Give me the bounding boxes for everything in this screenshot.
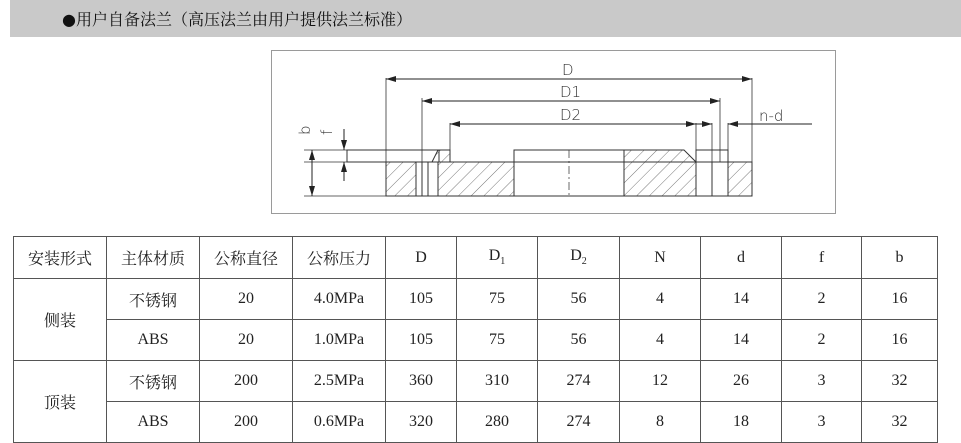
cell-D2: 274: [538, 402, 620, 443]
cell-f: 2: [782, 279, 862, 320]
cell-f: 2: [782, 320, 862, 361]
cell-b: 16: [862, 320, 938, 361]
header-D1: $D_1$: [457, 237, 538, 279]
cell-dn: 200: [200, 402, 293, 443]
cell-material: 不锈钢: [107, 279, 200, 320]
cell-D: 360: [386, 361, 457, 402]
cell-pn: 1.0MPa: [293, 320, 386, 361]
cell-N: 8: [620, 402, 701, 443]
header-N: N: [620, 237, 701, 279]
spec-table: [13, 236, 938, 443]
header-install: 安装形式: [14, 237, 107, 279]
header-D: D: [386, 237, 457, 279]
cell-pn: 0.6MPa: [293, 402, 386, 443]
table-row: [14, 361, 938, 402]
header-bar: [10, 0, 961, 37]
header-d: d: [701, 237, 782, 279]
dim-label-b: b: [296, 125, 314, 135]
page-title: ●用户自备法兰（高压法兰由用户提供法兰标准）: [62, 10, 412, 29]
cell-N: 12: [620, 361, 701, 402]
flange-section: [347, 150, 752, 196]
dim-label-d2: D2: [560, 106, 582, 124]
cell-material: ABS: [107, 320, 200, 361]
cell-D: 105: [386, 279, 457, 320]
header-b: b: [862, 237, 938, 279]
dim-label-d1: D1: [560, 83, 582, 101]
cell-f: 3: [782, 402, 862, 443]
table-header-row: [14, 237, 938, 279]
cell-d: 18: [701, 402, 782, 443]
header-pn: 公称压力: [293, 237, 386, 279]
cell-N: 4: [620, 279, 701, 320]
flange-drawing: [271, 50, 836, 214]
table-row: [14, 402, 938, 443]
cell-d: 26: [701, 361, 782, 402]
cell-dn: 20: [200, 320, 293, 361]
group-label: 侧装: [14, 279, 107, 361]
flange-diagram: [272, 51, 835, 213]
cell-N: 4: [620, 320, 701, 361]
header-f: f: [782, 237, 862, 279]
header-material: 主体材质: [107, 237, 200, 279]
header-D2: $D_2$: [538, 237, 620, 279]
cell-D: 320: [386, 402, 457, 443]
dim-label-nd: n-d: [759, 107, 784, 125]
cell-material: ABS: [107, 402, 200, 443]
cell-D: 105: [386, 320, 457, 361]
cell-D2: 274: [538, 361, 620, 402]
cell-dn: 20: [200, 279, 293, 320]
table-row: [14, 279, 938, 320]
cell-material: 不锈钢: [107, 361, 200, 402]
group-label: 顶装: [14, 361, 107, 443]
header-dn: 公称直径: [200, 237, 293, 279]
table-row: [14, 320, 938, 361]
cell-D1: 280: [457, 402, 538, 443]
cell-D1: 310: [457, 361, 538, 402]
cell-dn: 200: [200, 361, 293, 402]
cell-D1: 75: [457, 279, 538, 320]
cell-d: 14: [701, 279, 782, 320]
cell-d: 14: [701, 320, 782, 361]
cell-pn: 4.0MPa: [293, 279, 386, 320]
cell-b: 32: [862, 402, 938, 443]
cell-D2: 56: [538, 320, 620, 361]
cell-pn: 2.5MPa: [293, 361, 386, 402]
cell-D1: 75: [457, 320, 538, 361]
dim-label-f: f: [318, 129, 336, 135]
cell-D2: 56: [538, 279, 620, 320]
dim-label-d: D: [562, 61, 574, 79]
cell-b: 32: [862, 361, 938, 402]
cell-b: 16: [862, 279, 938, 320]
cell-f: 3: [782, 361, 862, 402]
